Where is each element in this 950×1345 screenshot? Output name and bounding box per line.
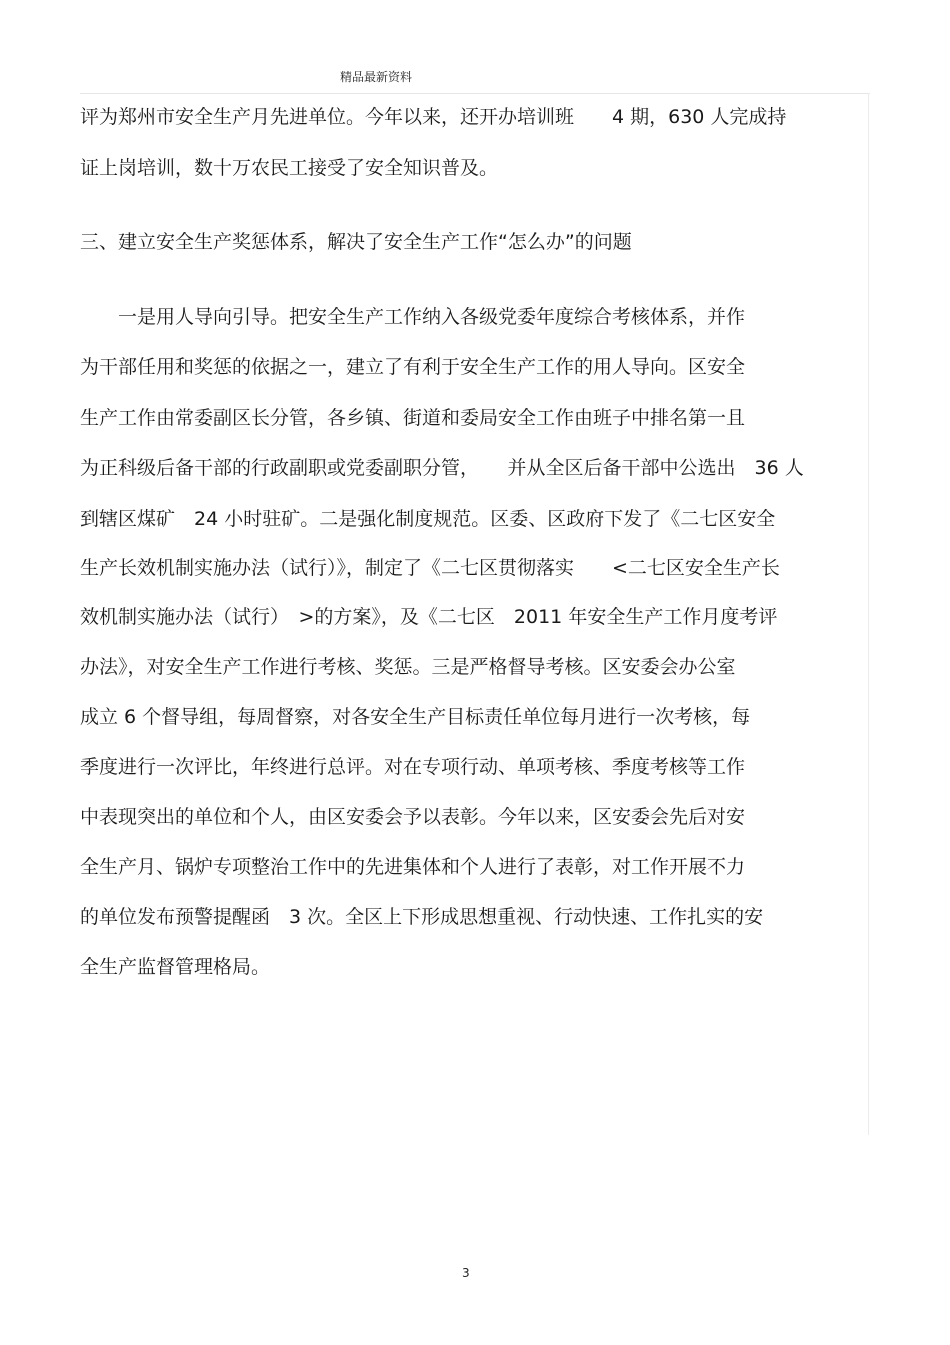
body-line: 中表现突出的单位和个人，由区安委会予以表彰。今年以来，区安委会先后对安 (80, 806, 746, 828)
header-divider (80, 93, 870, 94)
body-line: 为正科级后备干部的行政副职或党委副职分管， 并从全区后备干部中公选出 36 人 (80, 457, 804, 479)
body-line: 生产长效机制实施办法（试行）》，制定了《二七区贯彻落实 <二七区安全生产长 (80, 557, 780, 579)
body-line: 季度进行一次评比，年终进行总评。对在专项行动、单项考核、季度考核等工作 (80, 756, 746, 778)
right-margin-line (868, 93, 869, 1135)
page-header: 精品最新资料 (340, 70, 413, 84)
body-line: 到辖区煤矿 24 小时驻矿。二是强化制度规范。区委、区政府下发了《二七区安全 (80, 508, 776, 530)
body-line: 全生产月、锅炉专项整治工作中的先进集体和个人进行了表彰，对工作开展不力 (80, 856, 746, 878)
body-line: 生产工作由常委副区长分管，各乡镇、街道和委局安全工作由班子中排名第一且 (80, 407, 746, 429)
body-line: 评为郑州市安全生产月先进单位。今年以来，还开办培训班 4 期，630 人完成持 (80, 106, 787, 128)
body-line: 一是用人导向引导。把安全生产工作纳入各级党委年度综合考核体系，并作 (80, 306, 746, 328)
body-line: 全生产监督管理格局。 (80, 956, 271, 978)
page-number: 3 (462, 1266, 470, 1280)
body-line: 成立 6 个督导组，每周督察，对各安全生产目标责任单位每月进行一次考核，每 (80, 706, 751, 728)
body-line: 的单位发布预警提醒函 3 次。全区上下形成思想重视、行动快速、工作扎实的安 (80, 906, 764, 928)
body-line: 为干部任用和奖惩的依据之一，建立了有利于安全生产工作的用人导向。区安全 (80, 356, 746, 378)
body-line: 效机制实施办法（试行） >的方案》，及《二七区 2011 年安全生产工作月度考评 (80, 606, 778, 628)
body-line: 办法》，对安全生产工作进行考核、奖惩。三是严格督导考核。区安委会办公室 (80, 656, 736, 678)
section-heading: 三、建立安全生产奖惩体系，解决了安全生产工作“怎么办”的问题 (80, 231, 632, 253)
body-line: 证上岗培训，数十万农民工接受了安全知识普及。 (80, 157, 499, 179)
